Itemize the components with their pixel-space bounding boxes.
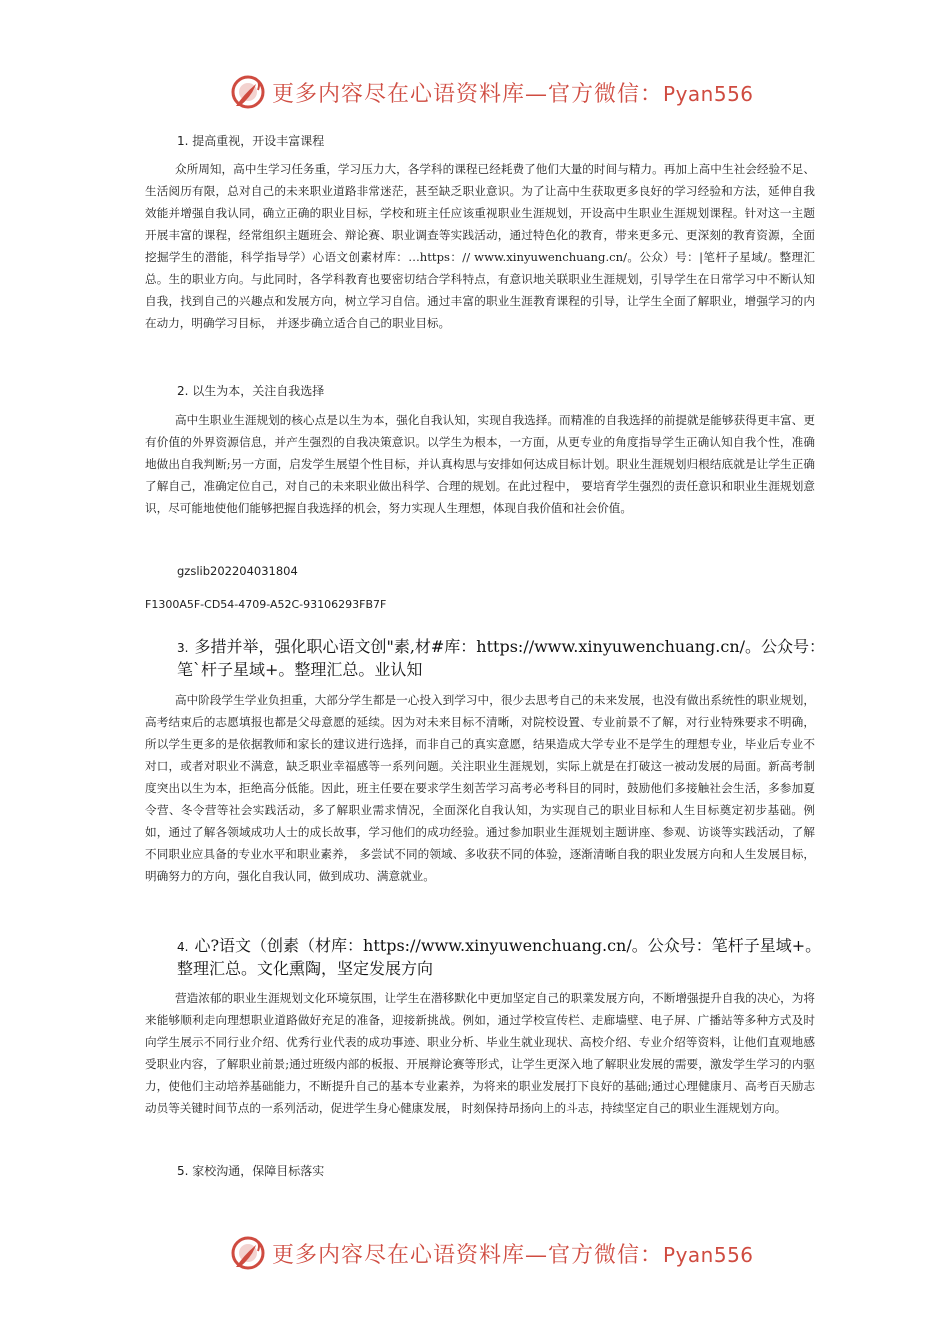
section-number: 3.	[177, 641, 189, 655]
wechat-id: Pyan556	[663, 1242, 754, 1267]
banner-label: 更多内容尽在心语资料库—官方微信：	[272, 81, 664, 107]
section-number: 4.	[177, 940, 189, 954]
section-4-paragraph: 营造浓郁的职业生涯规划文化环境氛围，让学生在潜移默化中更加坚定自己的职業发展方向，不断增强提升自我的决心，为将来能够顺利走向理想职业道路做好充足的准备，迎接新挑战。例如，通过学校宣传栏、走廊墙壁、电子屏、广播站等多种方式及时向学生展示不同行业介绍、优秀行业代表的成功事迹、职业分析、毕业生就业现状、高校介绍、专业介绍等资料，让他们直观地感受职业内容，了解职业前景;通过班级内部的板报、开展辩论赛等形式，让学生更深入地了解职业发展的需要，激发学生学习的内驱力，使他们主动培养基础能力，不断提升自己的基本专业素养，为将来的职业发展打下良好的基础;通过心理健康月、高考百天励志动员等关键时间节点的一系列活动，促进学生身心健康发展， 时刻保持昂扬向上的斗志，持续坚定自己的职业生涯规划方向。	[145, 991, 815, 1115]
section-1-heading	[177, 132, 324, 149]
banner-text	[272, 77, 754, 108]
document-guid: F1300A5F-CD54-4709-A52C-93106293FB7F	[145, 598, 387, 611]
section-title: 多措并举，强化职心语文创"素,材#库：https://www.xinyuwenchuang.cn/。公众号：笔`杆子星域+。整理汇总。业认知	[177, 637, 826, 679]
section-4-heading	[177, 935, 827, 980]
section-1-paragraph: 众所周知，高中生学习任务重，学习压力大，各学科的课程已经耗费了他们大量的时间与精力。再加上高中生社会经验不足、生活阅历有限，总对自己的未来职业道路非常迷茫，甚至缺乏职业意识。为了让高中生获取更多良好的学习经验和方法，延伸自我效能并增强自我认同，确立正确的职业目标，学校和班主任应该重视职业生涯规划，开设高中生职业生涯规划课程。针对这一主题开展丰富的课程，经常组织主题班会、辩论赛、职业调查等实践活动，通过特色化的教育，带来更多元、更深刻的教育资源，全面挖掘学生的潜能，科学指导学）心语文创素材库：…https：// www.xinyuwenchuang.cn/。公众）号：|笔杆子星域/。整理汇总。生的职业方向。与此同时，各学科教育也要密切结合学科特点，有意识地关联职业生涯规划，引导学生在日常学习中不断认知自我，找到自己的兴趣点和发展方向，树立学习自信。通过丰富的职业生涯教育课程的引导，让学生全面了解职业，增强学习的内在动力，明确学习目标， 并逐步确立适合自己的职业目标。	[145, 162, 815, 330]
section-5-heading	[177, 1162, 324, 1179]
section-number: 5.	[177, 1164, 189, 1178]
section-number: 1.	[177, 134, 189, 148]
section-title: 提高重视，开设丰富课程	[192, 134, 325, 148]
section-3-paragraph: 高中阶段学生学业负担重，大部分学生都是一心投入到学习中，很少去思考自己的未来发展，也没有做出系统性的职业规划，高考结束后的志愿填报也都是父母意愿的延续。因为对未来目标不清晰，对院校设置、专业前景不了解，对行业特殊要求不明确，所以学生更多的是依据教师和家长的建议进行选择，而非自己的真实意愿，结果造成大学专业不是学生的理想专业，毕业后专业不对口，或者对职业不满意，缺乏职业幸福感等一系列问题。关注职业生涯规划，实际上就是在打破这一被动发展的局面。新高考制度突出以生为本，拒绝高分低能。因此，班主任要在要求学生刻苦学习高考必考科目的同时，鼓励他们多接触社会生活，多参加夏令营、冬令营等社会实践活动，多了解职业需求情况，全面深化自我认知，为实现自己的职业目标和人生目标奠定初步基础。例如，通过了解各领域成功人士的成长故事，学习他们的成功经验。通过参加职业生涯规划主题讲座、参观、访谈等实践活动，了解不同职业应具备的专业水平和职业素养， 多尝试不同的领域、多收获不同的体验，逐渐清晰自我的职业发展方向和人生发展目标，明确努力的方向，强化自我认同，做到成功、满意就业。	[145, 693, 815, 883]
footer-banner	[228, 1233, 754, 1273]
section-title: 心?语文（创素（材库：https://www.xinyuwenchuang.cn/。公众号：笔杆子星域+。整理汇总。文化熏陶，坚定发展方向	[177, 936, 822, 978]
banner-text	[272, 1238, 754, 1269]
section-number: 2.	[177, 384, 189, 398]
section-3-heading	[177, 636, 827, 681]
section-title: 以生为本，关注自我选择	[192, 384, 325, 398]
header-banner	[228, 72, 754, 112]
section-title: 家校沟通，保障目标落实	[192, 1164, 325, 1178]
banner-label: 更多内容尽在心语资料库—官方微信：	[272, 1242, 664, 1268]
wechat-id: Pyan556	[663, 81, 754, 106]
section-2-paragraph: 高中生职业生涯规划的核心点是以生为本，强化自我认知，实现自我选择。而精准的自我选择的前提就是能够获得更丰富、更有价值的外界资源信息，并产生强烈的自我决策意识。以学生为根本，一方面，从更专业的角度指导学生正确认知自我个性，准确地做出自我判断;另一方面，启发学生展望个性目标，并认真构思与安排如何达成目标计划。职业生涯规划归根结底就是让学生正确了解自己，准确定位自己，对自己的未来职业做出科学、合理的规划。在此过程中， 要培育学生强烈的责任意识和职业生涯规划意识，尽可能地使他们能够把握自我选择的机会，努力实现人生理想，体现自我价值和社会价值。	[145, 413, 815, 515]
brand-logo-icon	[228, 72, 268, 112]
section-2-heading	[177, 382, 324, 399]
library-id: gzslib202204031804	[177, 564, 298, 578]
brand-logo-icon	[228, 1233, 268, 1273]
